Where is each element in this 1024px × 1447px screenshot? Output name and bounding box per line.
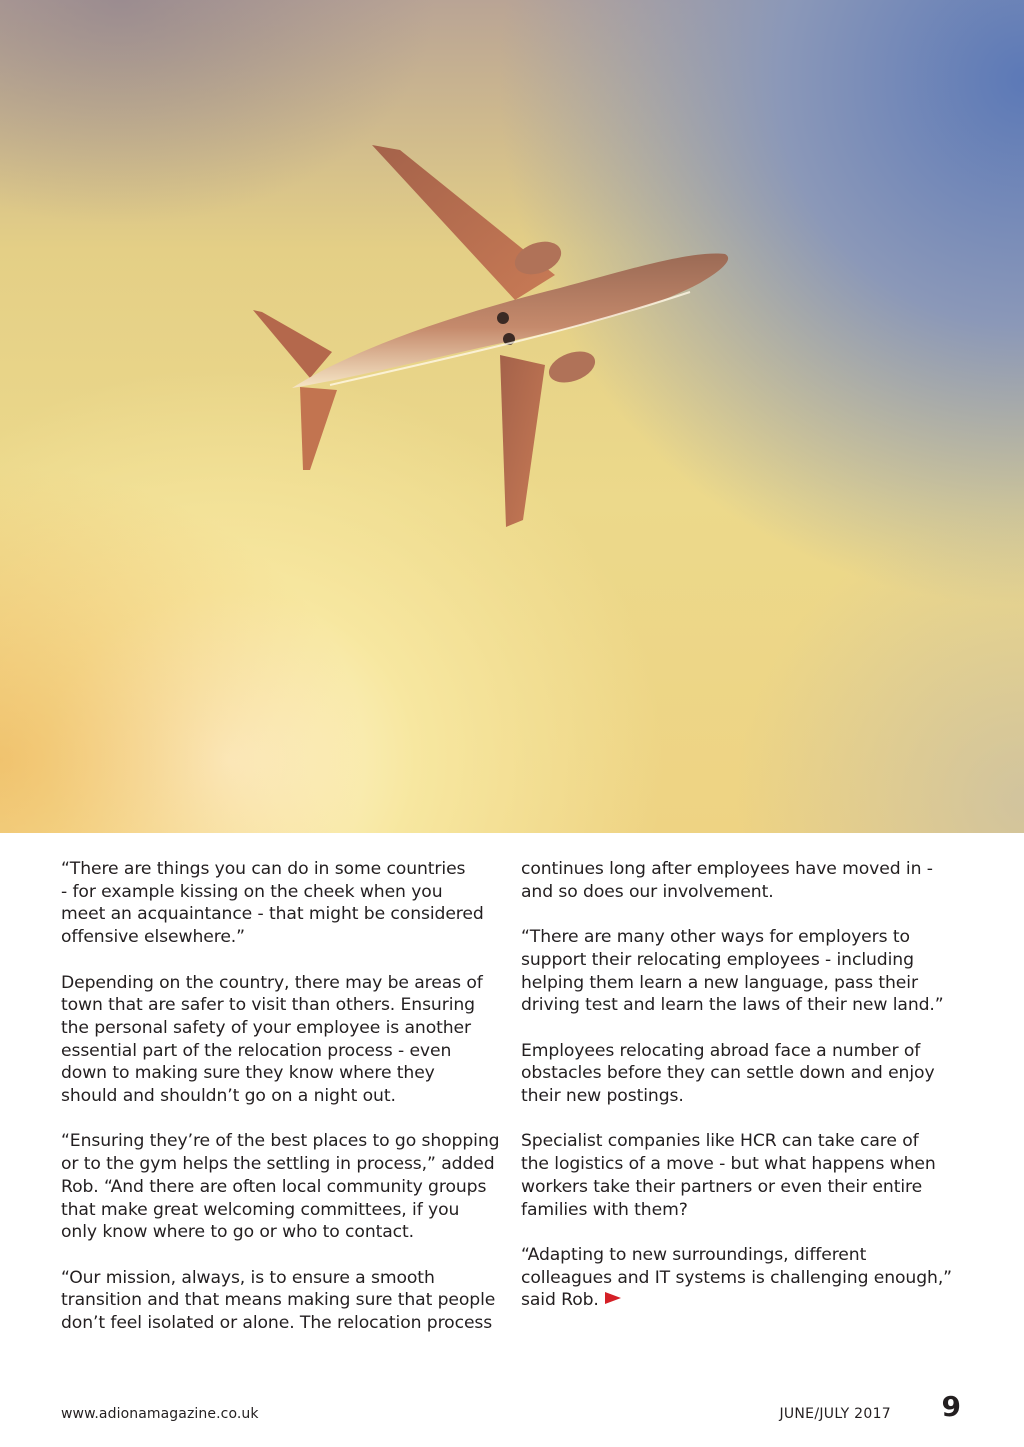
paragraph: “There are things you can do in some countries - for example kissing on the cheek when you meet an acquaintance - that might be considered offensive elsewhere.” xyxy=(61,859,484,948)
paragraph: Specialist companies like HCR can take care of the logistics of a move - but what happens when workers take their partners or even their entire families with them? xyxy=(521,1131,936,1220)
paragraph: Employees relocating abroad face a number of obstacles before they can settle down and enjoy their new postings. xyxy=(521,1040,935,1106)
right-column xyxy=(521,858,961,1335)
paragraph: Depending on the country, there may be areas of town that are safer to visit than others. Ensuring the personal safety of your employee is another essential part of the relocation process - even down to making sure they know where they should and shouldn’t go on a night out. xyxy=(61,972,483,1107)
paragraph: “There are many other ways for employers to support their relocating employees - including helping them learn a new language, pass their driving test and learn the laws of their new land.” xyxy=(521,927,944,1016)
end-of-article-icon xyxy=(605,1292,621,1304)
footer-url[interactable]: www.adionamagazine.co.uk xyxy=(61,1406,259,1422)
paragraph: continues long after employees have moved in - and so does our involvement. xyxy=(521,859,933,902)
page-number: 9 xyxy=(941,1390,961,1423)
paragraph-text: “Adapting to new surroundings, different colleagues and IT systems is challenging enough,” said Rob. xyxy=(521,1244,952,1311)
issue-date: JUNE/JULY 2017 xyxy=(779,1406,891,1422)
paragraph: “Ensuring they’re of the best places to go shopping or to the gym helps the settling in process,” added Rob. “And there are often local community groups that make great welcoming committees, if you only know where to go or who to contact. xyxy=(61,1131,500,1243)
left-column xyxy=(61,858,506,1357)
paragraph: “Our mission, always, is to ensure a smooth transition and that means making sure that people don’t feel isolated or alone. The relocation process xyxy=(61,1267,496,1334)
paragraph-final xyxy=(521,1244,961,1312)
